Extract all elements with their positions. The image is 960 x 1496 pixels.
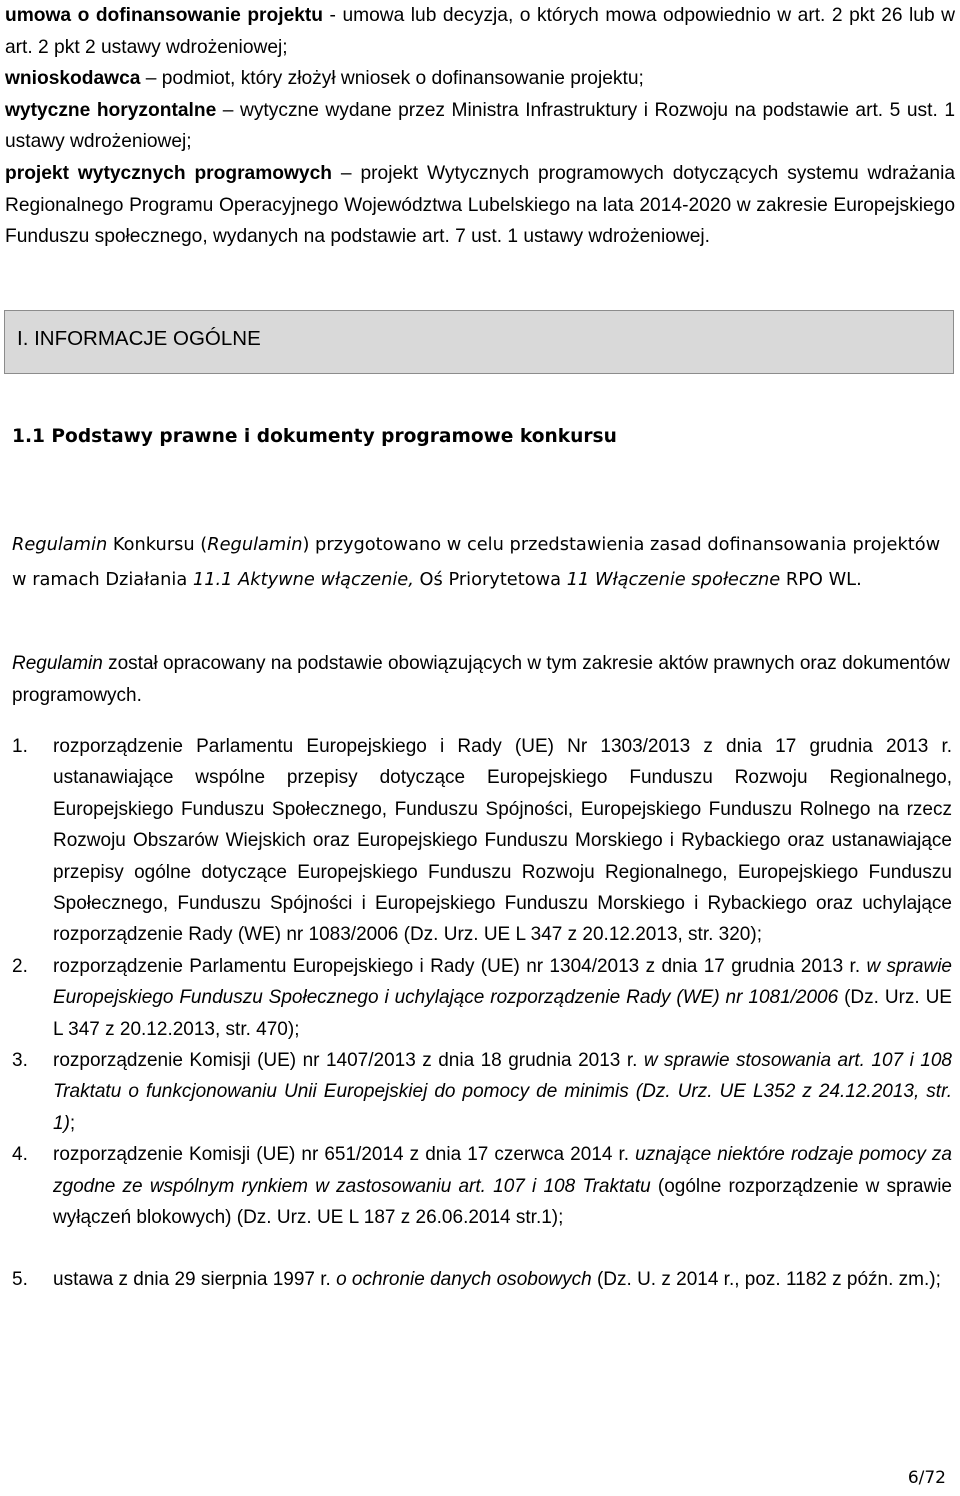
intro-text: Oś Priorytetowa	[413, 568, 567, 590]
definition-term: wnioskodawca	[5, 68, 141, 90]
definitions-list	[5, 0, 955, 253]
definition-text: umowa lub decyzja, o których mowa odpowiednio w art. 2 pkt 26 lub w art. 2 pkt 2 ustawy wdrożeniowej;	[5, 5, 955, 58]
intro-text: RPO WL.	[780, 568, 862, 590]
legal-basis-text: został opracowany na podstawie obowiązujących w tym zakresie aktów prawnych oraz dokumentów programowych.	[12, 653, 950, 706]
intro-italic-regulamin: Regulamin	[207, 534, 303, 555]
legal-act-italic: uznające niektóre rodzaje pomocy za zgodne ze wspólnym rynkiem w zastosowaniu art. 107 i 108 Traktatu	[53, 1144, 952, 1197]
legal-act-text: (ogólne rozporządzenie w sprawie wyłączeń blokowych) (Dz. Urz. UE L 187 z 26.06.2014 str.1);	[53, 1175, 952, 1229]
legal-act-item	[12, 1139, 952, 1233]
legal-act-number: 3.	[12, 1050, 28, 1072]
subsection-title: 1.1 Podstawy prawne i dokumenty programowe konkursu	[12, 426, 617, 447]
legal-act-number: 2.	[12, 955, 28, 977]
legal-act-number: 4.	[12, 1144, 28, 1166]
definition-text: wytyczne wydane przez Ministra Infrastruktury i Rozwoju na podstawie art. 5 ust. 1 ustawy wdrożeniowej;	[5, 99, 955, 153]
definition-separator: -	[323, 5, 343, 26]
legal-basis-italic-regulamin: Regulamin	[12, 653, 103, 674]
intro-italic-axis: 11 Włączenie społeczne	[566, 568, 781, 590]
legal-act-text: (Dz. Urz. UE L 347 z 20.12.2013, str. 470);	[53, 987, 952, 1040]
legal-act-number: 5.	[12, 1268, 28, 1290]
legal-basis-paragraph	[12, 648, 952, 712]
page-number: 6/72	[907, 1468, 946, 1488]
legal-act-item	[12, 951, 952, 1045]
legal-act-italic: o ochronie danych osobowych	[336, 1268, 592, 1290]
legal-act-italic: w sprawie stosowania art. 107 i 108 Traktatu o funkcjonowaniu Unii Europejskiej do pomocy de minimis (Dz. Urz. UE L352 z 24.12.2013, str. 1)	[53, 1050, 952, 1134]
legal-act-text: ustawa z dnia 29 sierpnia 1997 r.	[53, 1268, 337, 1290]
legal-act-item	[12, 731, 952, 951]
definition-term: wytyczne horyzontalne	[5, 99, 217, 121]
legal-act-item	[12, 1264, 952, 1295]
legal-acts-list	[12, 731, 952, 1295]
definition-separator: –	[216, 99, 240, 121]
legal-act-text: rozporządzenie Komisji (UE) nr 1407/2013 z dnia 18 grudnia 2013 r.	[53, 1050, 644, 1072]
intro-text: Konkursu (	[107, 534, 208, 555]
intro-italic-action: 11.1 Aktywne włączenie,	[192, 568, 414, 590]
definition-text: podmiot, który złożył wniosek o dofinansowanie projektu;	[161, 68, 644, 90]
definition-text: projekt Wytycznych programowych dotyczących systemu wdrażania Regionalnego Programu Operacyjnego Województwa Lubelskiego na lata 2014-2020 w zakresie Europejskiego Funduszu społecznego, wydanych na podstawie art. 7 ust. 1 ustawy wdrożeniowej.	[5, 162, 956, 248]
definition-separator: –	[332, 162, 361, 184]
definition-term: projekt wytycznych programowych	[5, 162, 332, 184]
section-title: I. INFORMACJE OGÓLNE	[17, 327, 261, 350]
intro-paragraph	[12, 528, 952, 597]
legal-act-text: ;	[69, 1112, 76, 1134]
intro-text: ) przygotowano w celu przedstawienia zasad dofinansowania projektów w ramach Działania	[12, 534, 941, 590]
definition-item	[5, 0, 955, 63]
definition-item	[5, 158, 955, 253]
legal-act-number: 1.	[12, 736, 28, 757]
legal-act-italic: w sprawie Europejskiego Funduszu Społecznego i uchylające rozporządzenie Rady (WE) nr 1081/2006	[53, 955, 952, 1009]
legal-act-text: (Dz. U. z 2014 r., poz. 1182 z późn. zm.);	[591, 1268, 941, 1290]
definition-item	[5, 95, 955, 158]
legal-act-text: rozporządzenie Komisji (UE) nr 651/2014 z dnia 17 czerwca 2014 r.	[53, 1144, 636, 1166]
legal-act-text: rozporządzenie Parlamentu Europejskiego i Rady (UE) nr 1304/2013 z dnia 17 grudnia 2013 r.	[53, 955, 867, 977]
legal-act-text: rozporządzenie Parlamentu Europejskiego i Rady (UE) Nr 1303/2013 z dnia 17 grudnia 2013 r. ustanawiające wspólne przepisy dotyczące Europejskiego Funduszu Rozwoju Regionalnego, Europejskiego Funduszu Społecznego, Funduszu Spójności, Europejskiego Funduszu Rolnego na rzecz Rozwoju Obszarów Wiejskich oraz Europejskiego Funduszu Morskiego i Rybackiego oraz ustanawiające przepisy ogólne dotyczące Europejskiego Funduszu Rozwoju Regionalnego, Europejskiego Funduszu Społecznego, Funduszu Spójności i Europejskiego Funduszu Morskiego i Rybackiego oraz uchylające rozporządzenie Rady (WE) nr 1083/2006 (Dz. Urz. UE L 347 z 20.12.2013, str. 320);	[53, 736, 952, 946]
section-header	[4, 310, 954, 374]
legal-act-item	[12, 1045, 952, 1139]
definition-item	[5, 63, 955, 95]
intro-italic-regulamin: Regulamin	[12, 534, 108, 555]
definition-term: umowa o dofinansowanie projektu	[5, 5, 324, 26]
definition-separator: –	[140, 68, 162, 90]
